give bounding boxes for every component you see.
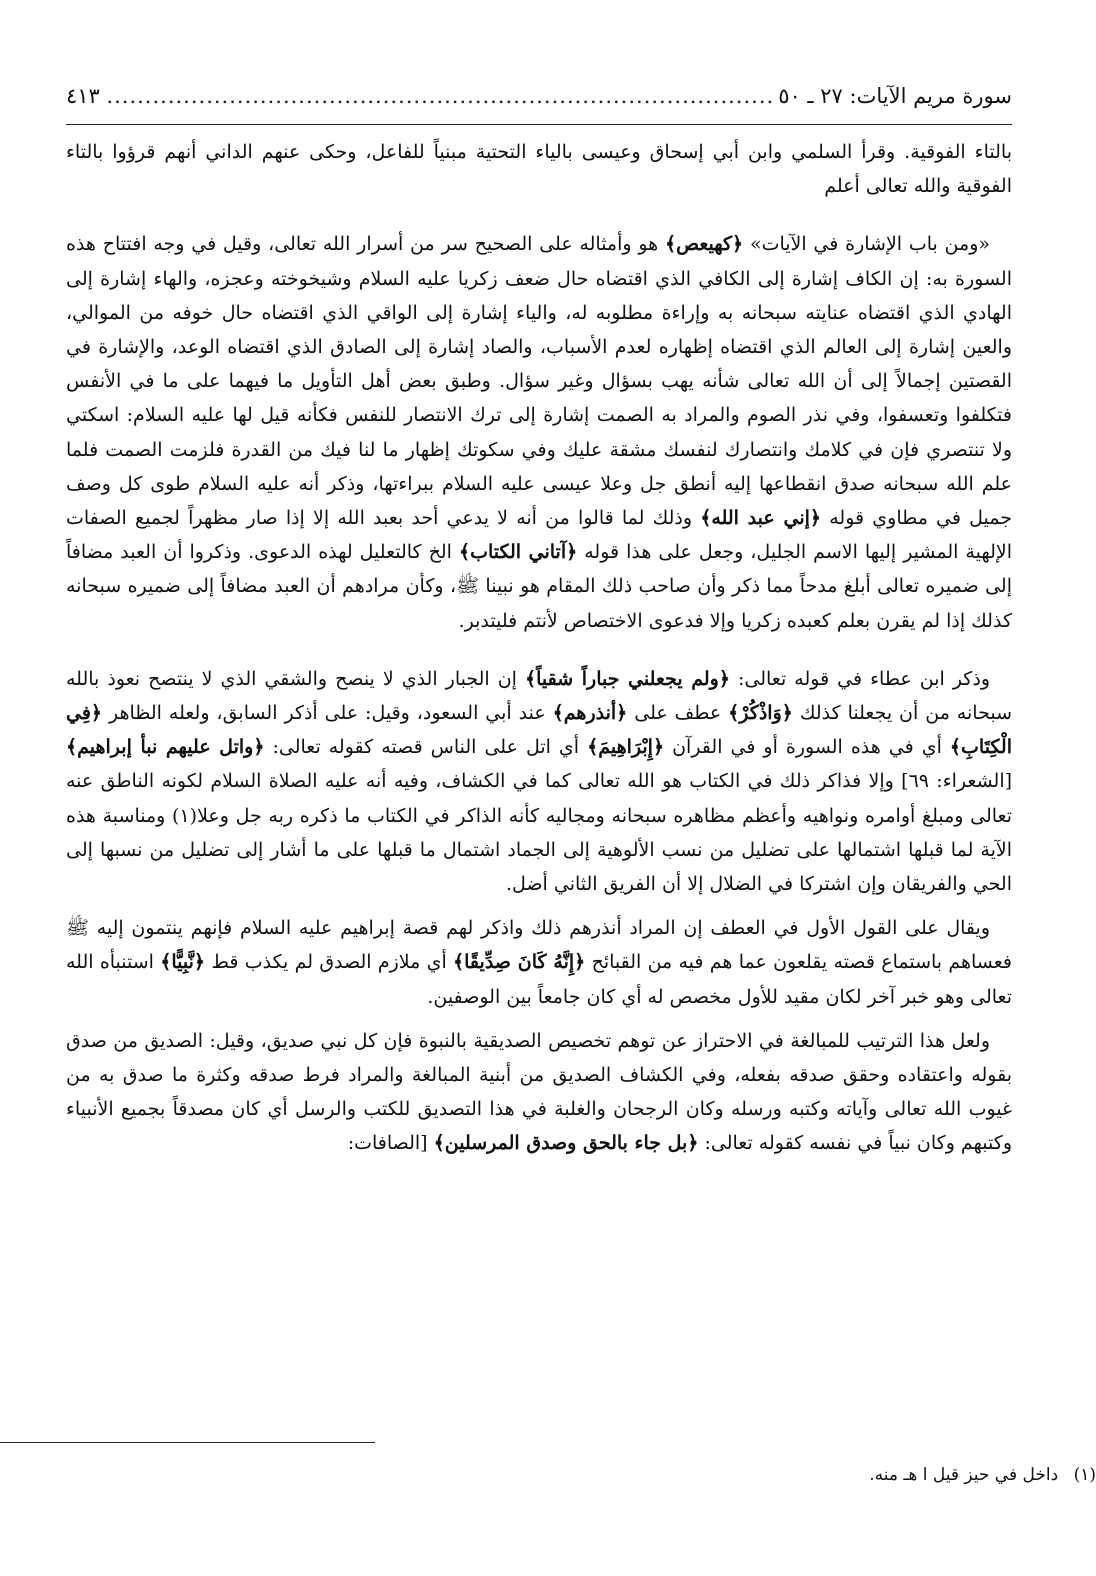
quranic-quote: ﴿بل جاء بالحق وصدق المرسلين﴾ [433, 1132, 699, 1155]
page-number: ٤١٣ [66, 84, 100, 108]
text-segment: بالتاء الفوقية. وقرأ السلمي وابن أبي إسحاق وعيسى بالياء التحتية مبنياً للفاعل، وحكى عنهم الداني أنهم قرؤوا بالتاء الفوقية والله تعالى أعلم [66, 141, 1012, 198]
quranic-quote: ﴿كهيعص﴾ [664, 233, 744, 256]
text-segment: وذكر ابن عطاء في قوله تعالى: [729, 667, 990, 690]
paragraph [66, 662, 1012, 901]
text-segment: وذلك لما قالوا من أنه لا يدعي أحد بعبد الله إلا إذا صار مظهراً لجميع الصفات الإلهية المشير إليها الاسم الجليل، وجعل على هذا قوله [66, 507, 1012, 564]
text-segment: الخ كالتعليل لهذه الدعوى. وذكروا أن العبد مضافاً إلى ضميره تعالى أبلغ مدحاً مما ذكر وأن صاحب ذلك المقام هو نبينا ﷺ، وكأن مرادهم أن العبد مضافاً إلى ضميره سبحانه كذلك إذا لم يقرن بعلم كعبده زكريا وإلا فدعوى الاختصاص لأنتم فليتدبر. [66, 541, 1012, 632]
text-segment: هو وأمثاله على الصحيح سر من أسرار الله تعالى، وقيل في وجه افتتاح هذه السورة به: إن الكاف إشارة إلى الكافي الذي اقتضاه حال ضعف زكريا عليه السلام وشيخوخته وعجزه، والهاء إشارة إلى الهادي الذي اقتضاه عنايته سبحانه به وإراءة مطلوبه له، والياء إشارة إلى الواقي الذي اقتضاه حال خوفه من الموالي، والعين إشارة إلى العالم الذي اقتضاه إظهاره لعدم الأسباب، والصاد إشارة إلى الصادق الذي اقتضاه الوعد، والإشارة في القصتين إجمالاً إلى أن الله تعالى شأنه يهب بسؤال وغير سؤال. وطبق بعض أهل التأويل ما فيهما على ما في الأنفس فتكلفوا وتعسفوا، وفي نذر الصوم والمراد به الصمت إشارة إلى ترك الانتصار للنفس فكأنه قيل لها عليه السلام: اسكتي ولا تنتصري فإن في كلامك وانتصارك لنفسك مشقة عليك وفي سكوتك إظهار ما لنا فيك من القدرة فلزمت الصمت فلما علم الله سبحانه صدق انقطاعها إليه أنطق جل وعلا عيسى عليه السلام ببراءتها، وذكر أنه عليه السلام طوى كل وصف جميل في مطاوي قوله [66, 233, 1013, 530]
paragraph [66, 227, 1012, 637]
quranic-quote: ﴿إِبْرَاهِيمَ﴾ [587, 736, 665, 759]
quranic-quote: ﴿إني عبد الله﴾ [700, 507, 822, 530]
quranic-quote: ﴿واتل عليهم نبأ إبراهيم﴾ [66, 736, 265, 759]
paragraph [66, 1024, 1012, 1161]
quranic-quote: ﴿فِي الْكِتَابِ﴾ [66, 702, 1012, 759]
footnote-text: داخل في حيز قيل ا هـ منه. [869, 1465, 1059, 1485]
paragraph [66, 911, 1012, 1014]
text-segment: استنبأه الله تعالى وهو خبر آخر لكان مقيد للأول مخصص له أي كان جامعاً بين الوصفين. [66, 951, 1012, 1008]
text-segment: «ومن باب الإشارة في الآيات» [743, 233, 991, 256]
text-segment: [الصافات: [347, 1132, 434, 1155]
running-header [66, 84, 1012, 125]
text-segment: ويقال على القول الأول في العطف إن المراد أنذرهم ذلك واذكر لهم قصة إبراهيم عليه السلام فإنهم ينتمون إليه ﷺ فعساهم باستماع قصته يقلعون عما هم فيه من القبائح [66, 917, 1012, 974]
book-page [66, 84, 1012, 1161]
text-segment: أي اتل على الناس قصته كقوله تعالى: [264, 736, 588, 759]
quranic-quote: ﴿إِنَّهُ كَانَ صِدِّيقًا﴾ [453, 951, 586, 974]
text-segment: ولعل هذا الترتيب للمبالغة في الاحتراز عن توهم تخصيص الصديقية بالنبوة فإن كل نبي صديق، وقيل: الصديق من صدق بقوله واعتقاده وحقق صدقه بفعله، وفي الكشاف الصديق من أبنية المبالغة والمراد فرط صدقه وكثرة ما صدق به من غيوب الله تعالى وآياته وكتبه ورسله وكان الرجحان والغلبة في هذا التصديق للكتب والرسل أي كان مصدقاً بجميع الأنبياء وكتبهم وكان نبياً في نفسه كقوله تعالى: [66, 1029, 1012, 1155]
quranic-quote: ﴿أنذرهم﴾ [552, 702, 628, 725]
surah-title: سورة مريم الآيات: ٢٧ ـ ٥٠ [778, 84, 1012, 108]
text-segment: عند أبي السعود، وقيل: على أذكر السابق، ولعله الظاهر [102, 702, 553, 725]
quranic-quote: ﴿ولم يجعلني جباراً شقياً﴾ [524, 667, 730, 690]
text-segment: عطف على [627, 702, 729, 725]
footnote [150, 1462, 1096, 1488]
text-segment: أي في هذه السورة أو في القرآن [664, 736, 950, 759]
quranic-quote: ﴿نَّبِيًّا﴾ [160, 951, 206, 974]
text-segment: [الشعراء: ٦٩] وإلا فذاكر ذلك في الكتاب هو الله تعالى كما في الكشاف، وفيه أنه عليه الصلاة السلام لكونه الناطق عنه تعالى ومبلغ أوامره ونواهيه وأعظم مظاهره سبحانه ومجاليه كأنه الذاكر في الكتاب ما ذكره ربه جل وعلا(١) ومناسبة هذه الآية لما قبلها اشتمالها على تضليل من نسب الألوهية إلى الجماد اشتمال ما قبلها على ما أشار إلى تضليل من نسبها إلى الحي والفريقان وإن اشتركا في الضلال إلا أن الفريق الثاني أضل. [66, 770, 1013, 896]
footnote-number: (١) [1073, 1465, 1096, 1485]
quranic-quote: ﴿آتاني الكتاب﴾ [458, 541, 578, 564]
footnote-rule [0, 1442, 375, 1443]
text-segment: أي ملازم الصدق لم يكذب قط [205, 951, 453, 974]
body-text [66, 135, 1012, 1161]
quranic-quote: ﴿وَاذْكُرْ﴾ [728, 702, 793, 725]
leader-dots [104, 84, 774, 108]
text-segment: إن الجبار الذي لا ينصح والشقي الذي لا ينتصح نعوذ بالله سبحانه من أن يجعلنا كذلك [66, 667, 1012, 725]
paragraph [66, 135, 1012, 203]
